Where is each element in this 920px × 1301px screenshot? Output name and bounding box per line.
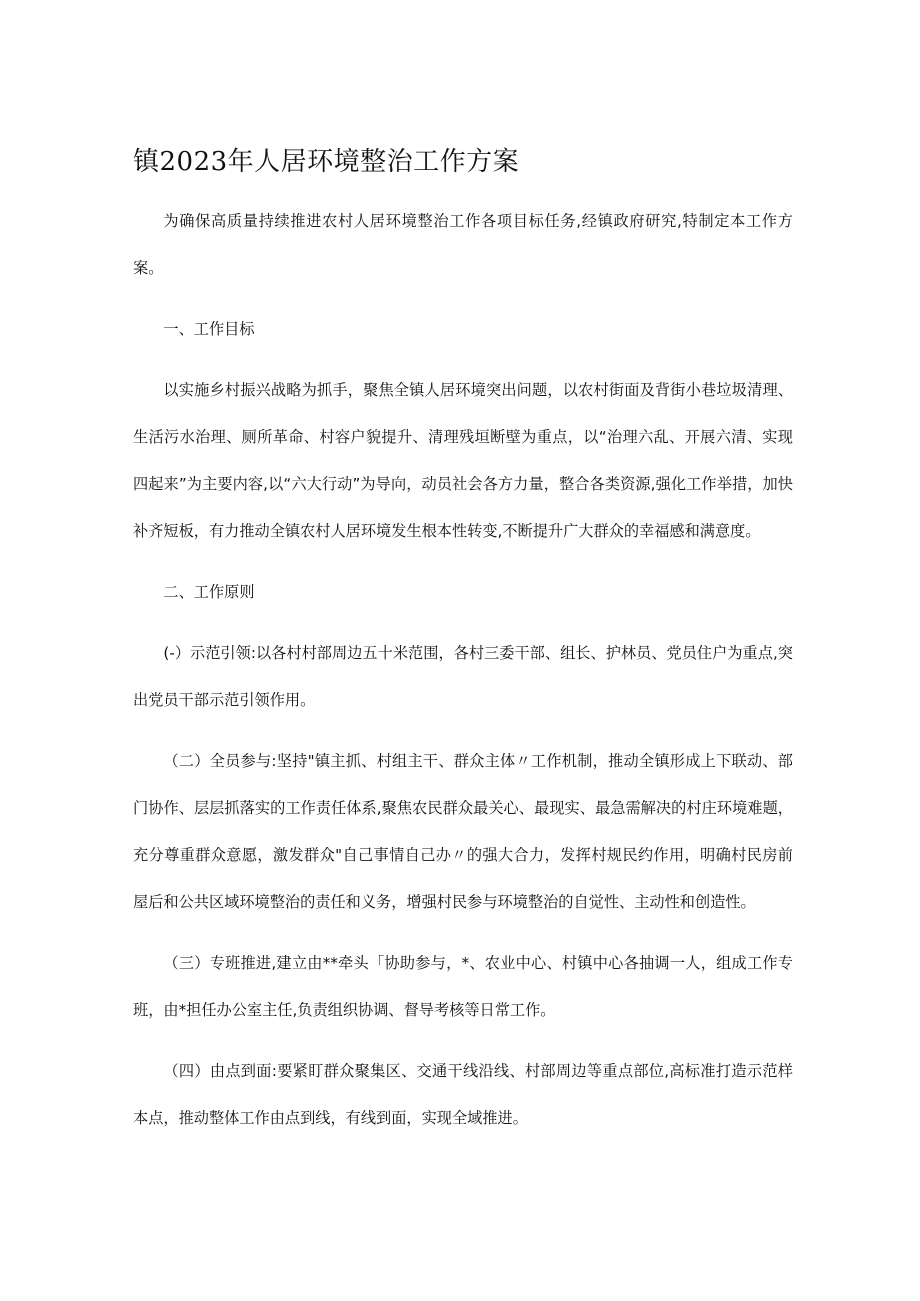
goals-paragraph: 以实施乡村振兴战略为抓手，聚焦全镇人居环境突出问题，以农村街面及背街小巷垃圾清理、生活污水治理、厕所革命、村容户貌提升、清理残垣断壁为重点，以“治理六乱、开展六清、实现四起来”为主要内容,以“六大行动”为导向，动员社会各方力量，整合各类资源,强化工作举措，加快补齐短板，有力推动全镇农村人居环境发生根本性转变,不断提升广大群众的幸福感和满意度。 bbox=[133, 381, 793, 540]
principle-paragraph-4: （四）由点到面:要紧盯群众聚集区、交通干线沿线、村部周边等重点部位,高标准打造示范样本点，推动整体工作由点到线，有线到面，实现全域推进。 bbox=[133, 1062, 793, 1127]
document-body bbox=[133, 198, 793, 1156]
intro-paragraph: 为确保高质量持续推进农村人居环境整治工作各项目标任务,经镇政府研究,特制定本工作方案。 bbox=[133, 212, 793, 277]
section-heading-goals: 一、工作目标 bbox=[163, 320, 255, 338]
principle-paragraph-3: （三）专班推进,建立由**牵头「协助参与，*、农业中心、村镇中心各抽调一人，组成工作专班，由*担任办公室主任,负责组织协调、督导考核等日常工作。 bbox=[133, 954, 793, 1019]
section-heading-principles: 二、工作原则 bbox=[163, 583, 255, 601]
document-title: 镇2023年人居环境整治工作方案 bbox=[133, 147, 520, 177]
principle-paragraph-1: (-）示范引领:以各村村部周边五十米范围，各村三委干部、组长、护林员、党员住户为重点,突出党员干部示范引领作用。 bbox=[133, 644, 793, 709]
principle-paragraph-2: （二）全员参与:坚持"镇主抓、村组主干、群众主体〃工作机制，推动全镇形成上下联动、部门协作、层层抓落实的工作责任体系,聚焦农民群众最关心、最现实、最急需解决的村庄环境难题，充分尊重群众意愿，激发群众"自己事情自己办〃的强大合力，发挥村规民约作用，明确村民房前屋后和公共区域环境整治的责任和义务，增强村民参与环境整治的自觉性、主动性和创造性。 bbox=[133, 752, 793, 911]
